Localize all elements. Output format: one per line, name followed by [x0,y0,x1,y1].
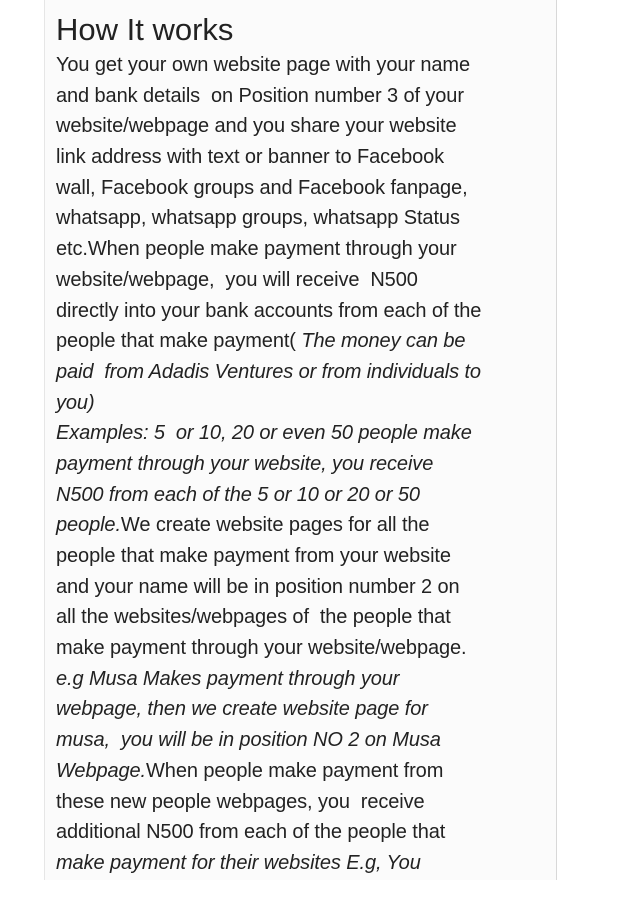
italic-text-segment: e.g Musa Makes payment through your [56,667,400,690]
body-line [56,326,541,357]
body-line [56,480,541,511]
italic-text-segment: people. [56,514,121,537]
text-segment: people that make payment( [56,330,296,353]
italic-text-segment: payment through your website, you receive [56,452,434,475]
text-segment: make payment through your website/webpage. [56,637,467,660]
body-line [56,694,541,725]
italic-text-segment: you) [56,391,95,414]
text-segment: people that make payment from your website [56,545,451,567]
body-line [56,787,541,818]
body-line [56,572,541,603]
text-segment: wall, Facebook groups and Facebook fanpage, [56,176,468,199]
text-segment: website/webpage and you share your website [56,115,457,138]
italic-text-segment: N500 from each of the 5 or 10 or 20 or 50 [56,483,420,506]
text-segment: When people make payment from [146,759,444,782]
italic-text-segment: paid from Adadis Ventures or from individuals to [56,360,481,383]
body-line [56,541,541,572]
body-line [56,725,541,756]
text-segment: and bank details on Position number 3 of your [56,84,464,107]
body-line [56,602,541,633]
body-line [56,234,541,265]
body-line [56,265,541,296]
text-segment: website/webpage, you will receive N500 [56,268,418,291]
body-line [56,81,541,112]
body-line [56,817,541,848]
section-body [56,50,541,879]
body-line [56,111,541,142]
body-line [56,50,541,81]
body-line [56,357,541,388]
body-line [56,388,541,419]
italic-text-segment: make payment for their websites E.g, You [56,851,421,874]
body-line [56,418,541,449]
text-segment: etc.When people make payment through your [56,238,457,261]
body-line [56,296,541,327]
text-segment: You get your own website page with your name [56,54,471,76]
body-line [56,848,541,879]
body-line [56,664,541,695]
text-segment: these new people webpages, you receive [56,790,425,813]
italic-text-segment: musa, you will be in position NO 2 on Musa [56,729,441,752]
italic-text-segment: Examples: 5 or 10, 20 or even 50 people make [56,422,472,445]
text-segment: additional N500 from each of the people that [56,821,446,844]
text-segment: all the websites/webpages of the people that [56,606,451,629]
text-segment: link address with text or banner to Facebook [56,146,445,169]
body-line [56,449,541,480]
text-segment: whatsapp, whatsapp groups, whatsapp Status [56,207,460,230]
text-segment: and your name will be in position number 2 on [56,575,460,598]
content-panel [44,0,557,880]
body-line [56,142,541,173]
italic-text-segment: The money can be [295,330,466,353]
italic-text-segment: Webpage. [56,759,147,782]
body-line [56,633,541,664]
body-line [56,203,541,234]
body-line [56,173,541,204]
italic-text-segment: webpage, then we create website page for [56,698,428,721]
section-title: How It works [56,12,234,47]
body-line [56,756,541,787]
how-it-works-section [56,10,541,879]
text-segment: We create website pages for all the [120,514,430,537]
body-line [56,510,541,541]
text-segment: directly into your bank accounts from each of the [56,299,482,322]
